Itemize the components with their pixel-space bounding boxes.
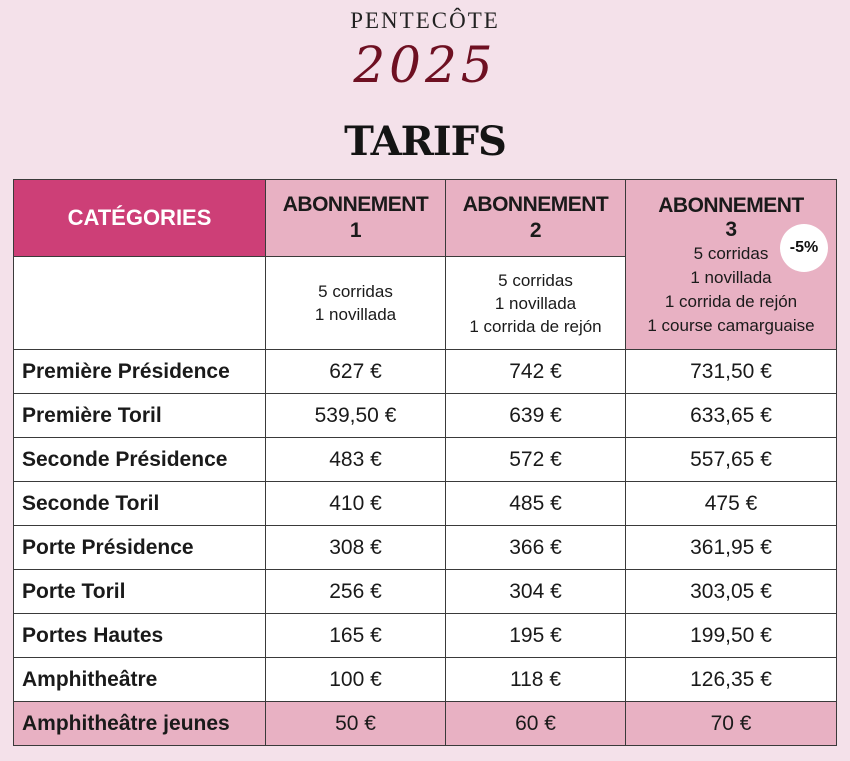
category-label: Première Toril — [14, 394, 266, 438]
abonnement-1-title: ABONNEMENT — [282, 193, 429, 216]
abonnement-2-desc-line: 1 novillada — [494, 293, 577, 313]
category-label: Portes Hautes — [14, 614, 266, 658]
price-abonnement-2: 195 € — [446, 614, 626, 658]
price-abonnement-3: 199,50 € — [626, 614, 837, 658]
categories-header: CATÉGORIES — [14, 180, 266, 257]
price-abonnement-1: 483 € — [266, 438, 446, 482]
price-abonnement-1: 539,50 € — [266, 394, 446, 438]
table-header-row — [14, 180, 837, 257]
abonnement-1-number: 1 — [349, 219, 362, 242]
abonnement-2-desc-line: 5 corridas — [498, 270, 573, 290]
table-row — [14, 526, 837, 570]
category-label: Première Présidence — [14, 350, 266, 394]
abonnement-2-title: ABONNEMENT — [462, 193, 609, 216]
table-row — [14, 658, 837, 702]
price-abonnement-3: 126,35 € — [626, 658, 837, 702]
price-abonnement-2: 639 € — [446, 394, 626, 438]
page-title: TARIFS — [344, 118, 506, 165]
price-abonnement-3: 557,65 € — [626, 438, 837, 482]
price-abonnement-3: 70 € — [626, 702, 837, 746]
abonnement-3-desc-line: 1 course camarguaise — [647, 316, 815, 335]
price-abonnement-1: 50 € — [266, 702, 446, 746]
category-label: Seconde Présidence — [14, 438, 266, 482]
price-abonnement-3: 361,95 € — [626, 526, 837, 570]
price-abonnement-1: 410 € — [266, 482, 446, 526]
price-abonnement-2: 485 € — [446, 482, 626, 526]
price-abonnement-2: 742 € — [446, 350, 626, 394]
price-abonnement-1: 100 € — [266, 658, 446, 702]
abonnement-3-title: ABONNEMENT — [658, 194, 804, 217]
price-abonnement-2: 304 € — [446, 570, 626, 614]
table-row-highlight — [14, 702, 837, 746]
table-row — [14, 482, 837, 526]
abonnement-3-header — [626, 180, 837, 350]
price-abonnement-1: 627 € — [266, 350, 446, 394]
abonnement-2-number: 2 — [529, 219, 542, 242]
event-name: PENTECÔTE — [350, 8, 500, 33]
table-row — [14, 394, 837, 438]
table-row — [14, 614, 837, 658]
price-abonnement-2: 60 € — [446, 702, 626, 746]
table-row — [14, 438, 837, 482]
price-abonnement-1: 165 € — [266, 614, 446, 658]
category-label: Porte Toril — [14, 570, 266, 614]
price-abonnement-2: 118 € — [446, 658, 626, 702]
category-label: Seconde Toril — [14, 482, 266, 526]
abonnement-2-desc-line: 1 corrida de rejón — [469, 316, 602, 336]
pricing-table — [13, 179, 837, 746]
abonnement-3-desc-line: 1 corrida de rejón — [664, 292, 798, 311]
price-abonnement-3: 303,05 € — [626, 570, 837, 614]
category-label: Amphitheâtre — [14, 658, 266, 702]
event-year: 2025 — [353, 36, 497, 94]
table-row — [14, 350, 837, 394]
category-label: Porte Présidence — [14, 526, 266, 570]
abonnement-1-description — [266, 257, 446, 350]
price-abonnement-3: 633,65 € — [626, 394, 837, 438]
abonnement-1-desc-line: 1 novillada — [314, 305, 397, 324]
price-abonnement-2: 572 € — [446, 438, 626, 482]
abonnement-3-desc-line: 1 novillada — [690, 268, 772, 287]
price-abonnement-2: 366 € — [446, 526, 626, 570]
abonnement-2-header — [446, 180, 626, 257]
abonnement-2-description — [446, 257, 626, 350]
description-empty-cell — [14, 257, 266, 350]
price-abonnement-3: 475 € — [626, 482, 837, 526]
abonnement-3-desc-line: 5 corridas — [693, 244, 769, 263]
table-row — [14, 570, 837, 614]
abonnement-1-header — [266, 180, 446, 257]
abonnement-3-number: 3 — [725, 218, 737, 241]
price-abonnement-3: 731,50 € — [626, 350, 837, 394]
discount-badge: -5% — [780, 224, 828, 272]
price-abonnement-1: 308 € — [266, 526, 446, 570]
price-abonnement-1: 256 € — [266, 570, 446, 614]
abonnement-1-desc-line: 5 corridas — [318, 282, 393, 301]
category-label: Amphitheâtre jeunes — [14, 702, 266, 746]
